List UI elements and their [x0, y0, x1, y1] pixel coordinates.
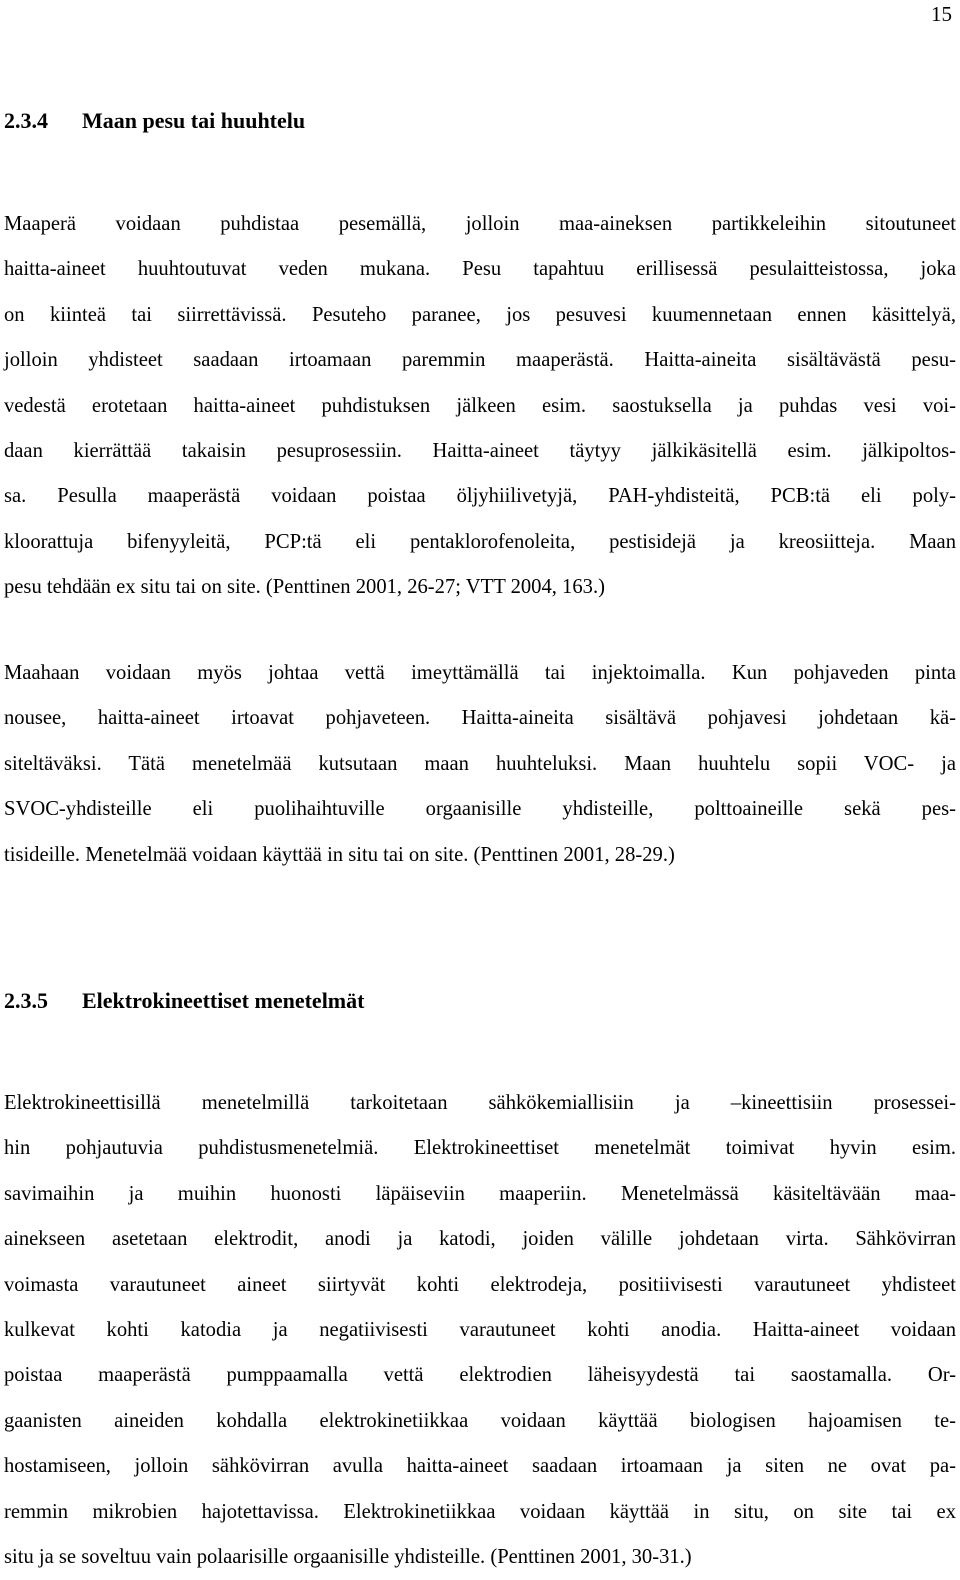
- paragraph-line: tisideille. Menetelmää voidaan käyttää in situ tai on site. (Penttinen 2001, 28-29.): [4, 843, 675, 866]
- paragraph-elektrokineettiset: [4, 1081, 956, 1580]
- paragraph-line: haitta-aineet huuhtoutuvat veden mukana. Pesu tapahtuu erillisessä pesulaitteistossa, joka: [4, 258, 956, 281]
- paragraph-line: vedestä erotetaan haitta-aineet puhdistuksen jälkeen esim. saostuksella ja puhdas vesi voi-: [4, 394, 956, 417]
- paragraph-line: daan kierrättää takaisin pesuprosessiin. Haitta-aineet täytyy jälkikäsitellä esim. jälkipoltos-: [4, 439, 956, 462]
- section-title: Maan pesu tai huuhtelu: [82, 108, 306, 133]
- section-number: 2.3.4: [4, 108, 48, 133]
- paragraph-line: sa. Pesulla maaperästä voidaan poistaa öljyhiilivetyjä, PAH-yhdisteitä, PCB:tä eli poly-: [4, 485, 956, 508]
- section-heading-2-3-4: [4, 108, 305, 134]
- paragraph-line: poistaa maaperästä pumppaamalla vettä elektrodien läheisyydestä tai saostamalla. Or-: [4, 1364, 956, 1387]
- section-heading-2-3-5: [4, 988, 364, 1014]
- paragraph-maan-huuhtelu: [4, 651, 956, 878]
- page-number: 15: [931, 2, 952, 26]
- paragraph-line: SVOC-yhdisteille eli puolihaihtuville orgaanisille yhdisteille, polttoaineille sekä pes-: [4, 798, 956, 821]
- paragraph-line: hostamiseen, jolloin sähkövirran avulla haitta-aineet saadaan irtoamaan ja siten ne ovat pa-: [4, 1455, 956, 1478]
- paragraph-line: remmin mikrobien hajotettavissa. Elektrokinetiikkaa voidaan käyttää in situ, on site tai ex: [4, 1500, 956, 1523]
- paragraph-line: nousee, haitta-aineet irtoavat pohjaveteen. Haitta-aineita sisältävä pohjavesi johdetaan kä-: [4, 707, 956, 730]
- paragraph-line: kloorattuja bifenyyleitä, PCP:tä eli pentaklorofenoleita, pestisidejä ja kreosiitteja. Maan: [4, 530, 956, 553]
- paragraph-line: Maahaan voidaan myös johtaa vettä imeyttämällä tai injektoimalla. Kun pohjaveden pinta: [4, 662, 956, 684]
- paragraph-line: voimasta varautuneet aineet siirtyvät kohti elektrodeja, positiivisesti varautuneet yhdisteet: [4, 1273, 956, 1296]
- paragraph-line: jolloin yhdisteet saadaan irtoamaan paremmin maaperästä. Haitta-aineita sisältävästä pesu-: [4, 349, 956, 372]
- paragraph-line: gaanisten aineiden kohdalla elektrokinetiikkaa voidaan käyttää biologisen hajoamisen te-: [4, 1409, 956, 1432]
- paragraph-line: on kiinteä tai siirrettävissä. Pesuteho paranee, jos pesuvesi kuumennetaan ennen käsittelyä,: [4, 303, 956, 326]
- paragraph-line: hin pohjautuvia puhdistusmenetelmiä. Elektrokineettiset menetelmät toimivat hyvin esim.: [4, 1137, 956, 1160]
- paragraph-line: siteltäväksi. Tätä menetelmää kutsutaan maan huuhteluksi. Maan huuhtelu sopii VOC- ja: [4, 752, 956, 775]
- section-title: Elektrokineettiset menetelmät: [82, 988, 365, 1013]
- paragraph-line: ainekseen asetetaan elektrodit, anodi ja katodi, joiden välille johdetaan virta. Sähkövirran: [4, 1228, 956, 1251]
- paragraph-line: Elektrokineettisillä menetelmillä tarkoitetaan sähkökemiallisiin ja –kineettisiin prosessei-: [4, 1092, 956, 1114]
- paragraph-line: kulkevat kohti katodia ja negatiivisesti varautuneet kohti anodia. Haitta-aineet voidaan: [4, 1318, 956, 1341]
- paragraph-line: pesu tehdään ex situ tai on site. (Penttinen 2001, 26-27; VTT 2004, 163.): [4, 576, 605, 599]
- paragraph-line: savimaihin ja muihin huonosti läpäiseviin maaperiin. Menetelmässä käsiteltävään maa-: [4, 1182, 956, 1205]
- paragraph-line: situ ja se soveltuu vain polaarisille orgaanisille yhdisteille. (Penttinen 2001, 30-31.): [4, 1545, 692, 1568]
- section-number: 2.3.5: [4, 988, 48, 1013]
- paragraph-maan-pesu: [4, 202, 956, 611]
- paragraph-line: Maaperä voidaan puhdistaa pesemällä, jolloin maa-aineksen partikkeleihin sitoutuneet: [4, 213, 956, 235]
